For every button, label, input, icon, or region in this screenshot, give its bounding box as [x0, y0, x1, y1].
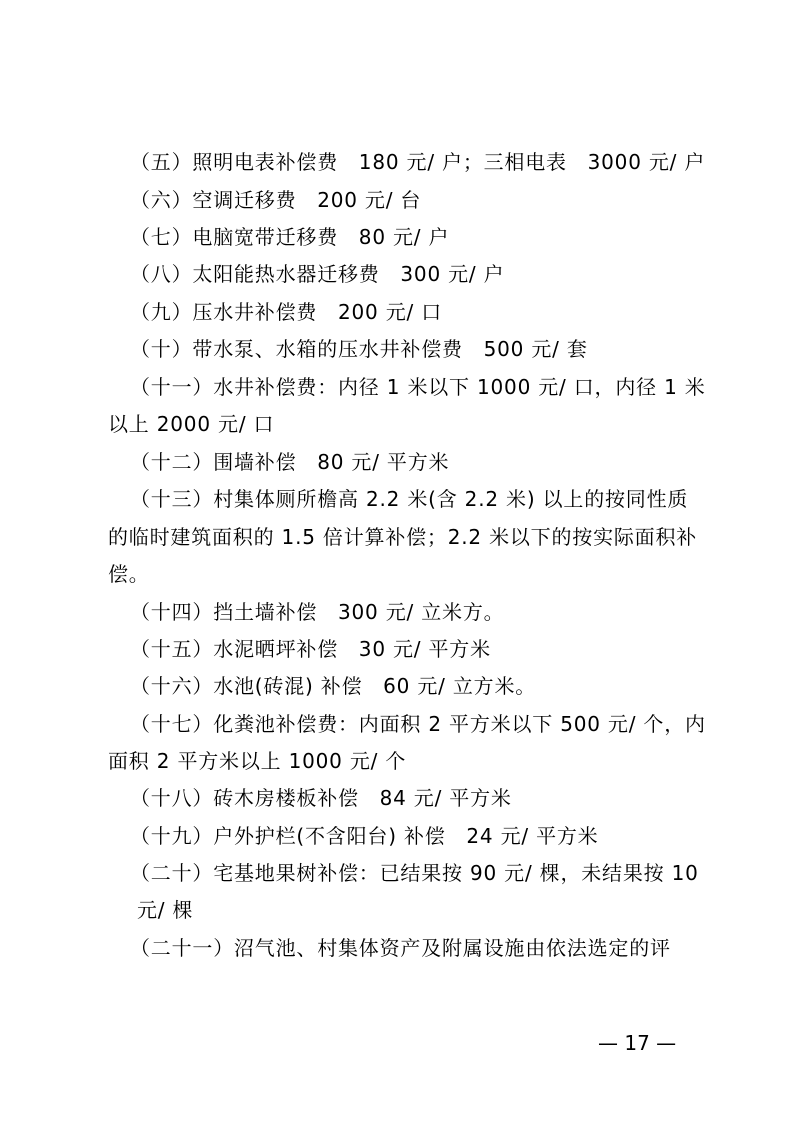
- text-line: 元/ 棵: [137, 898, 194, 922]
- text-line: （十）带水泵、水箱的压水井补偿费 500 元/ 套: [130, 337, 588, 361]
- text-line: 面积 2 平方米以上 1000 元/ 个: [108, 749, 407, 773]
- text-line: （六）空调迁移费 200 元/ 台: [130, 188, 422, 212]
- text-line: 偿。: [108, 562, 150, 586]
- text-line: （二十一）沼气池、村集体资产及附属设施由依法选定的评: [130, 936, 671, 960]
- text-line: （十四）挡土墙补偿 300 元/ 立米方。: [130, 600, 505, 624]
- text-line: 以上 2000 元/ 口: [108, 412, 275, 436]
- text-line: （五）照明电表补偿费 180 元/ 户；三相电表 3000 元/ 户: [130, 150, 706, 174]
- text-line: （二十）宅基地果树补偿：已结果按 90 元/ 棵，未结果按 10: [130, 861, 699, 885]
- text-line: （十八）砖木房楼板补偿 84 元/ 平方米: [130, 786, 512, 810]
- text-line: （十五）水泥晒坪补偿 30 元/ 平方米: [130, 637, 491, 661]
- text-line: （七）电脑宽带迁移费 80 元/ 户: [130, 225, 450, 249]
- text-line: （九）压水井补偿费 200 元/ 口: [130, 300, 443, 324]
- text-line: （十六）水池(砖混) 补偿 60 元/ 立方米。: [130, 674, 537, 698]
- page-number: — 17 —: [598, 1031, 677, 1055]
- text-line: （十二）围墙补偿 80 元/ 平方米: [130, 450, 450, 474]
- text-line: （十九）户外护栏(不含阳台) 补偿 24 元/ 平方米: [130, 824, 599, 848]
- text-line: （八）太阳能热水器迁移费 300 元/ 户: [130, 262, 505, 286]
- text-line: （十三）村集体厕所檐高 2.2 米(含 2.2 米) 以上的按同性质: [130, 487, 689, 511]
- text-line: 的临时建筑面积的 1.5 倍计算补偿；2.2 米以下的按实际面积补: [108, 525, 698, 549]
- text-line: （十一）水井补偿费：内径 1 米以下 1000 元/ 口，内径 1 米: [130, 375, 706, 399]
- text-line: （十七）化粪池补偿费：内面积 2 平方米以下 500 元/ 个，内: [130, 712, 706, 736]
